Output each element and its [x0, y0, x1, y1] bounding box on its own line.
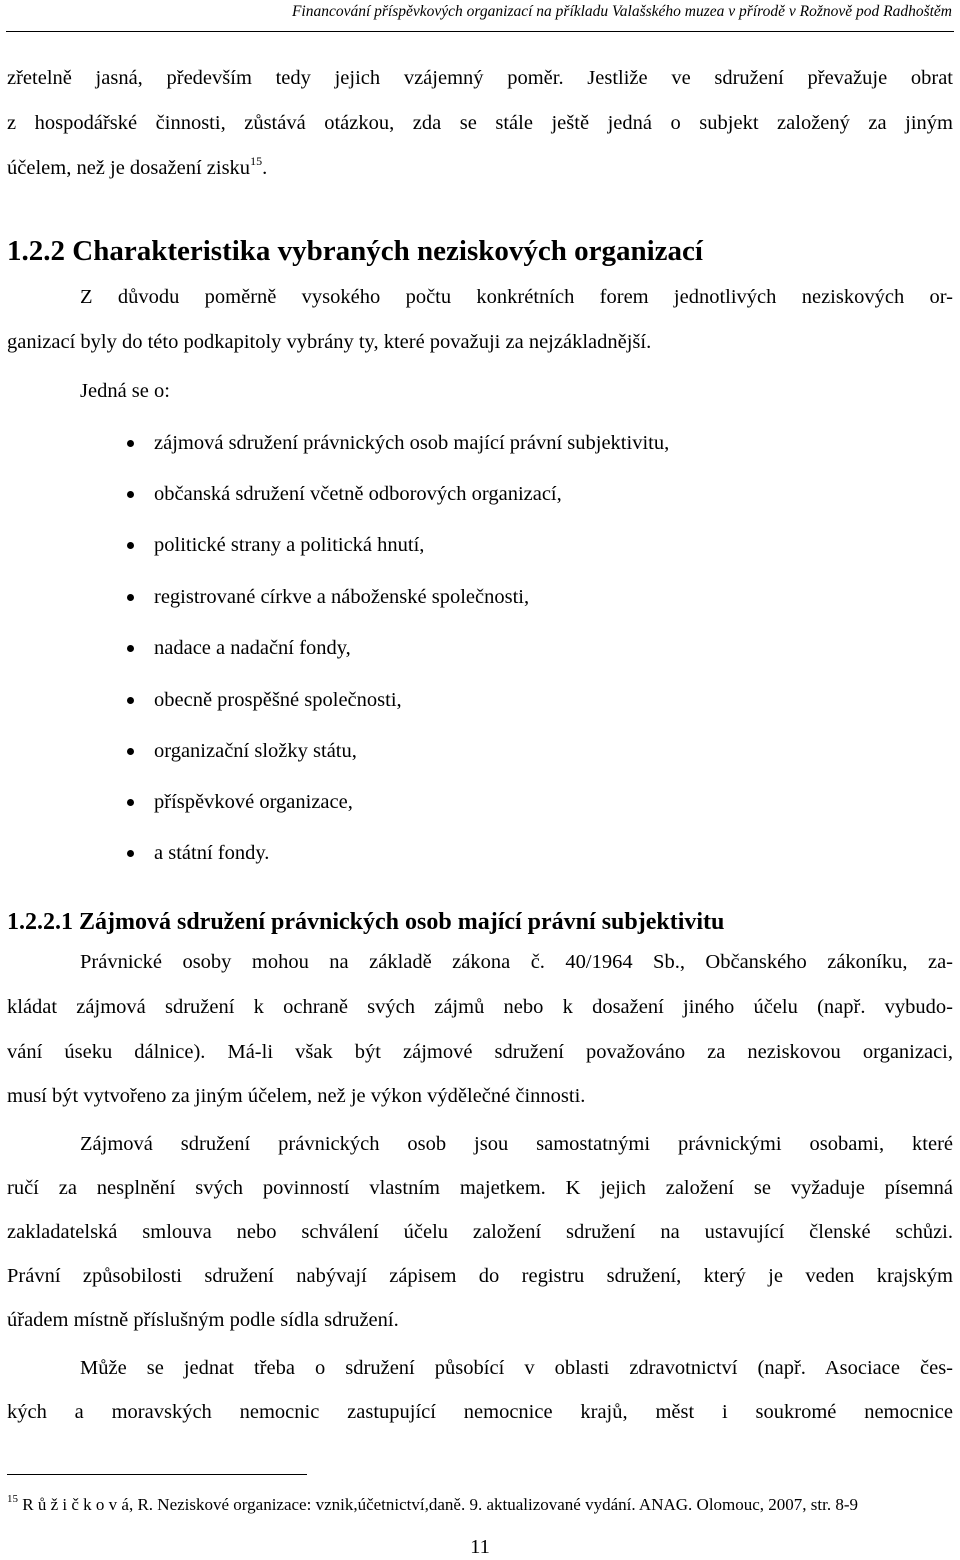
bullet-icon — [127, 440, 134, 447]
bullet-icon — [127, 645, 134, 652]
list-item-text: občanská sdružení včetně odborových organizací, — [154, 483, 562, 505]
bullet-icon — [127, 491, 134, 498]
footnote-number: 15 — [7, 1493, 18, 1505]
text-line-last — [7, 155, 267, 181]
section-heading: 1.2.2 Charakteristika vybraných neziskových organizací — [7, 235, 703, 267]
page-number: 11 — [470, 1536, 490, 1558]
text-line: vání úseku dálnice). Má-li však být zájmové sdružení považováno za neziskovou organizaci, — [7, 1041, 953, 1063]
text-fragment: účelem, než je dosažení zisku — [7, 157, 251, 179]
text-line: kládat zájmová sdružení k ochraně svých zájmů nebo k dosažení jiného účelu (např. vybudo- — [7, 996, 953, 1018]
text-line: z hospodářské činnosti, zůstává otázkou, zda se stále ještě jedná o subjekt založený za jiným — [7, 112, 953, 134]
bullet-icon — [127, 799, 134, 806]
list-item-text: zájmová sdružení právnických osob mající právní subjektivitu, — [154, 432, 670, 454]
text-fragment: . — [262, 157, 268, 179]
text-line: Zájmová sdružení právnických osob jsou samostatnými právnickými osobami, které — [80, 1133, 953, 1155]
text-line: kých a moravských nemocnic zastupující nemocnice krajů, měst i soukromé nemocnice — [7, 1401, 953, 1423]
list-item-text: nadace a nadační fondy, — [154, 637, 351, 659]
footnote-text: R ů ž i č k o v á, R. Neziskové organizace: vznik,účetnictví,daně. 9. aktualizované vydání. ANAG. Olomouc, 2007, str. 8-9 — [18, 1495, 859, 1514]
footnote-rule — [7, 1474, 307, 1475]
bullet-icon — [127, 697, 134, 704]
subsection-heading: 1.2.2.1 Zájmová sdružení právnických osob mající právní subjektivitu — [7, 909, 725, 935]
text-line: Právnické osoby mohou na základě zákona č. 40/1964 Sb., Občanského zákoníku, za- — [80, 951, 953, 973]
bullet-icon — [127, 850, 134, 857]
list-item-text: obecně prospěšné společnosti, — [154, 689, 402, 711]
list-item-text: příspěvkové organizace, — [154, 791, 353, 813]
list-item-text: registrované církve a náboženské společnosti, — [154, 586, 530, 608]
text-line: Právní způsobilosti sdružení nabývají zápisem do registru sdružení, který je veden krajským — [7, 1265, 953, 1287]
text-line-last: ganizací byly do této podkapitoly vybrány ty, které považuji za nejzákladnější. — [7, 331, 652, 353]
list-intro: Jedná se o: — [80, 380, 170, 402]
list-item-text: politické strany a politická hnutí, — [154, 534, 425, 556]
running-header: Financování příspěvkových organizací na příkladu Valašského muzea v přírodě v Rožnově pod Radhoštěm — [291, 3, 952, 20]
bullet-icon — [127, 594, 134, 601]
footnote-reference: 15 — [250, 154, 263, 168]
header-rule — [6, 31, 954, 32]
bullet-icon — [127, 748, 134, 755]
bullet-icon — [127, 542, 134, 549]
text-line: zřetelně jasná, především tedy jejich vzájemný poměr. Jestliže ve sdružení převažuje obrat — [7, 67, 953, 89]
text-line: zakladatelská smlouva nebo schválení účelu založení sdružení na ustavující členské schůzi. — [7, 1221, 953, 1243]
text-line: Může se jednat třeba o sdružení působící v oblasti zdravotnictví (např. Asociace čes- — [80, 1357, 953, 1379]
text-line: ručí za nesplnění svých povinností vlastním majetkem. K jejich založení se vyžaduje písemná — [7, 1177, 953, 1199]
list-item-text: organizační složky státu, — [154, 740, 357, 762]
text-line: Z důvodu poměrně vysokého počtu konkrétních forem jednotlivých neziskových or- — [80, 286, 953, 308]
text-line-last: musí být vytvořeno za jiným účelem, než je výkon výdělečné činnosti. — [7, 1085, 586, 1107]
text-line-last: úřadem místně příslušným podle sídla sdružení. — [7, 1309, 399, 1331]
list-item-text: a státní fondy. — [154, 842, 270, 864]
footnote — [7, 1494, 858, 1516]
